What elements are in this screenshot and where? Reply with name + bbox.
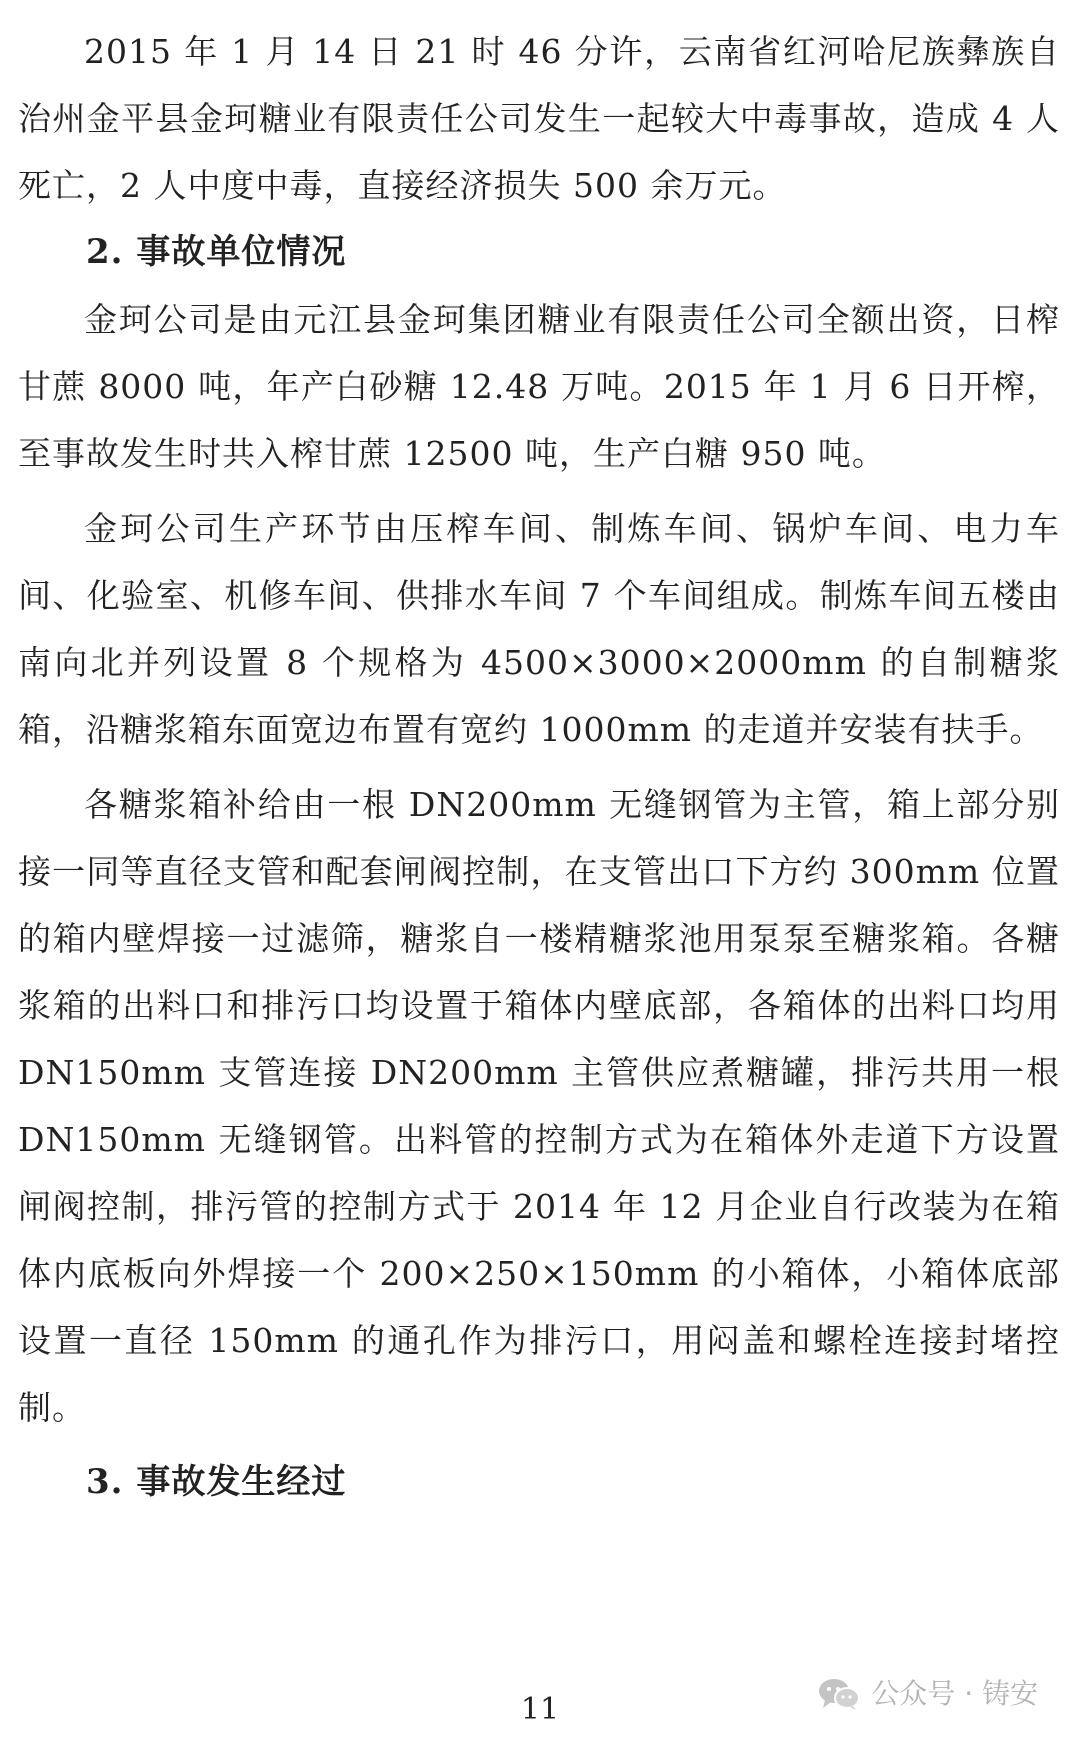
paragraph-gap xyxy=(18,487,1060,495)
paragraph-workshops: 金珂公司生产环节由压榨车间、制炼车间、锅炉车间、电力车间、化验室、机修车间、供排水车间 7 个车间组成。制炼车间五楼由南向北并列设置 8 个规格为 4500×3000×2000mm 的自制糖浆箱，沿糖浆箱东面宽边布置有宽约 1000mm 的走道并安装有扶手。 xyxy=(18,509,1060,749)
watermark-text: 公众号 · 铸安 xyxy=(871,1677,1038,1710)
section-heading-accident-process: 3. 事故发生经过 xyxy=(86,1462,347,1502)
document-body xyxy=(18,18,1060,1516)
paragraph-company-overview: 金珂公司是由元江县金珂集团糖业有限责任公司全额出资，日榨甘蔗 8000 吨，年产白砂糖 12.48 万吨。2015 年 1 月 6 日开榨，至事故发生时共入榨甘蔗 12500 吨，生产白糖 950 吨。 xyxy=(18,300,1060,473)
paragraph-gap xyxy=(18,763,1060,771)
section-heading-company-info: 2. 事故单位情况 xyxy=(86,232,347,272)
paragraph-syrup-tank-piping: 各糖浆箱补给由一根 DN200mm 无缝钢管为主管，箱上部分别接一同等直径支管和配套闸阀控制，在支管出口下方约 300mm 位置的箱内壁焊接一过滤筛，糖浆自一楼精糖浆池用泵泵至糖浆箱。各糖浆箱的出料口和排污口均设置于箱体内壁底部，各箱体的出料口均用 DN150mm 支管连接 DN200mm 主管供应煮糖罐，排污共用一根 DN150mm 无缝钢管。出料管的控制方式为在箱体外走道下方设置闸阀控制，排污管的控制方式于 2014 年 12 月企业自行改装为在箱体内底板向外焊接一个 200×250×150mm 的小箱体，小箱体底部设置一直径 150mm 的通孔作为排污口，用闷盖和螺栓连接封堵控制。 xyxy=(18,785,1060,1427)
paragraph-gap xyxy=(18,1441,1060,1449)
page-number: 11 xyxy=(520,1692,560,1727)
paragraph-accident-summary: 2015 年 1 月 14 日 21 时 46 分许，云南省红河哈尼族彝族自治州金平县金珂糖业有限责任公司发生一起较大中毒事故，造成 4 人死亡，2 人中度中毒，直接经济损失 500 余万元。 xyxy=(18,32,1060,205)
